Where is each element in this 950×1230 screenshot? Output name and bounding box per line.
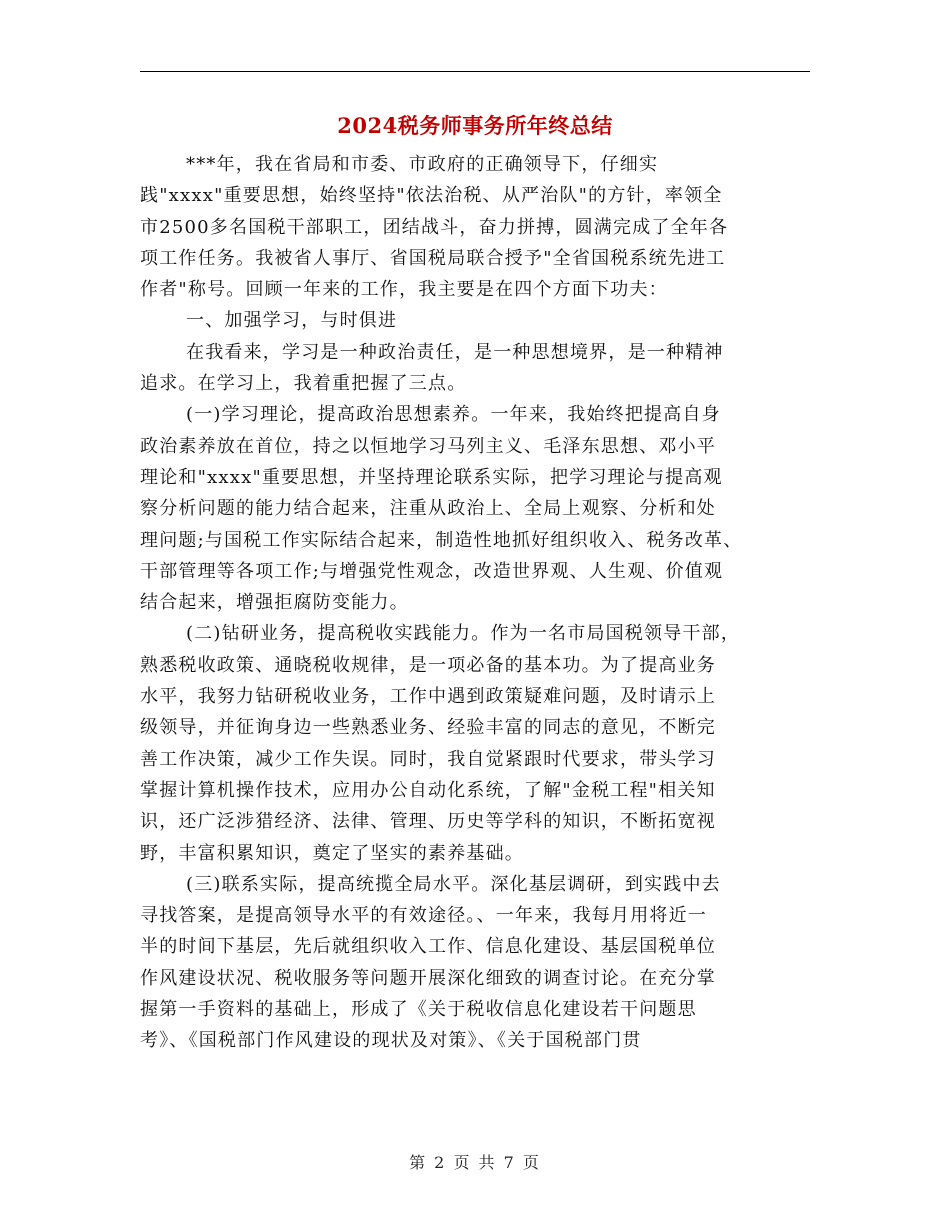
- text-line: 追求。在学习上，我着重把握了三点。: [140, 373, 467, 395]
- text-line: (二)钻研业务，提高税收实践能力。作为一名市局国税领导干部，: [186, 623, 741, 645]
- text-line: 市2500多名国税干部职工，团结战斗，奋力拼搏，圆满完成了全年各: [140, 216, 729, 238]
- document-title: 2024税务师事务所年终总结: [337, 113, 613, 138]
- text-line: 半的时间下基层，先后就组织收入工作、信息化建设、基层国税单位: [140, 936, 716, 958]
- document-body: [140, 149, 810, 1057]
- text-line: 在我看来，学习是一种政治责任，是一种思想境界，是一种精神: [186, 341, 724, 363]
- text-line: 水平，我努力钻研税收业务，工作中遇到政策疑难问题，及时请示上: [140, 686, 716, 708]
- text-line: 政治素养放在首位，持之以恒地学习马列主义、毛泽东思想、邓小平: [140, 435, 716, 457]
- text-line: 识，还广泛涉猎经济、法律、管理、历史等学科的知识，不断拓宽视: [140, 811, 716, 833]
- text-line: (三)联系实际，提高统揽全局水平。深化基层调研，到实践中去: [186, 873, 721, 895]
- text-line: 结合起来，增强拒腐防变能力。: [140, 592, 409, 614]
- text-line: (一)学习理论，提高政治思想素养。一年来，我始终把提高自身: [186, 404, 721, 426]
- text-line: 理问题;与国税工作实际结合起来，制造性地抓好组织收入、税务改革、: [140, 529, 743, 551]
- text-line: 作者"称号。回顾一年来的工作，我主要是在四个方面下功夫：: [140, 279, 668, 301]
- text-line: 践"xxxx"重要思想，始终坚持"依法治税、从严治队"的方针，率领全: [140, 185, 723, 207]
- text-line: 级领导，并征询身边一些熟悉业务、经验丰富的同志的意见，不断完: [140, 717, 716, 739]
- text-line: 理论和"xxxx"重要思想，并坚持理论联系实际，把学习理论与提高观: [140, 466, 723, 488]
- text-line: 干部管理等各项工作;与增强党性观念，改造世界观、人生观、价值观: [140, 560, 724, 582]
- text-line: 考》、《国税部门作风建设的现状及对策》、《关于国税部门贯: [140, 1030, 642, 1052]
- text-line: 掌握计算机操作技术，应用办公自动化系统，了解"金税工程"相关知: [140, 779, 716, 801]
- page-number: 第 2 页 共 7 页: [409, 1153, 541, 1172]
- text-line: 一、加强学习，与时俱进: [186, 310, 398, 332]
- text-line: ***年，我在省局和市委、市政府的正确领导下，仔细实: [186, 154, 659, 175]
- header-rule: [140, 71, 810, 72]
- text-line: 寻找答案，是提高领导水平的有效途径。、一年来，我每月用将近一: [140, 905, 707, 927]
- text-line: 握第一手资料的基础上，形成了《关于税收信息化建设若干问题思: [140, 999, 697, 1021]
- text-line: 作风建设状况、税收服务等问题开展深化细致的调查讨论。在充分掌: [140, 967, 716, 989]
- text-line: 野，丰富积累知识，奠定了坚实的素养基础。: [140, 842, 524, 864]
- text-line: 察分析问题的能力结合起来，注重从政治上、全局上观察、分析和处: [140, 498, 716, 520]
- text-line: 熟悉税收政策、通晓税收规律，是一项必备的基本功。为了提高业务: [140, 654, 716, 676]
- text-line: 善工作决策，减少工作失误。同时，我自觉紧跟时代要求，带头学习: [140, 748, 716, 770]
- text-line: 项工作任务。我被省人事厅、省国税局联合授予"全省国税系统先进工: [140, 247, 726, 269]
